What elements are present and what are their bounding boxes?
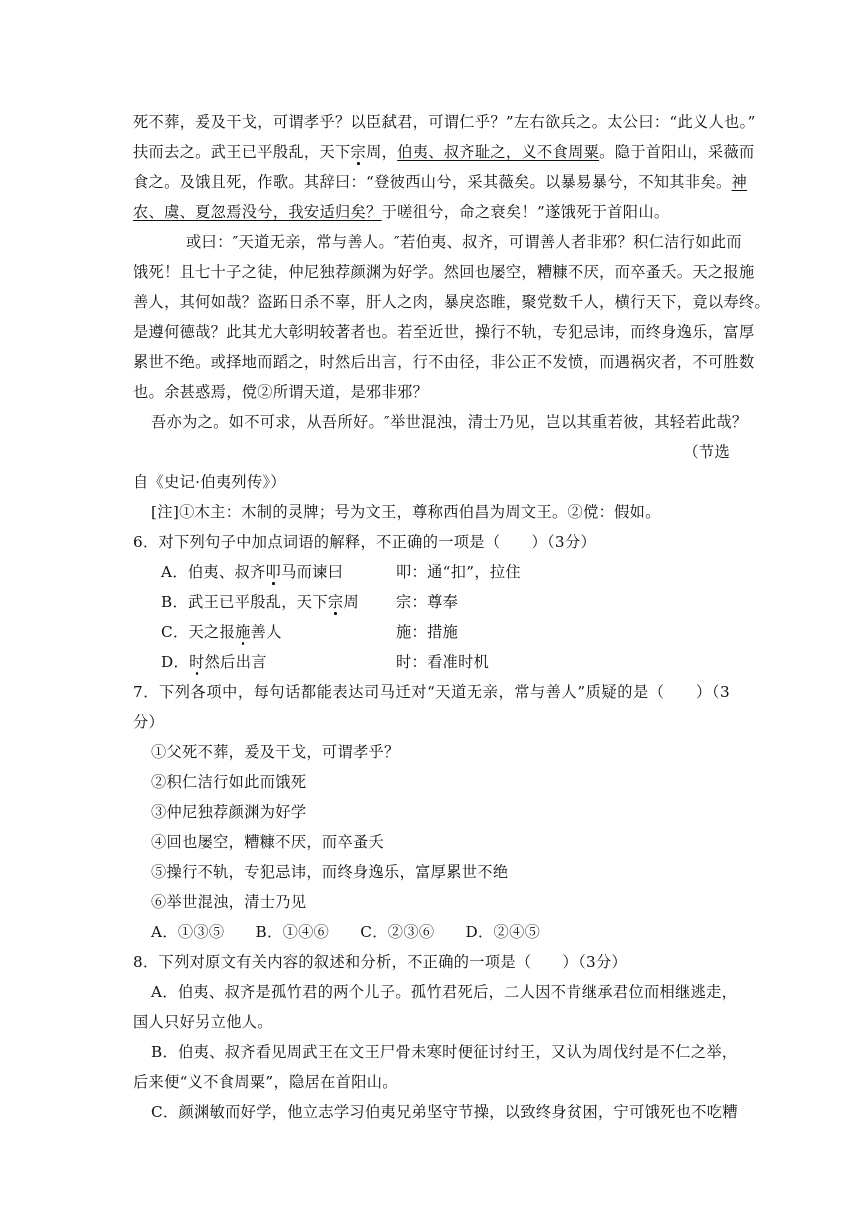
text-run: 于嗟徂兮，命之衰矣！”遂饿死于首阳山。 bbox=[381, 203, 670, 221]
source-citation-1: （节选 bbox=[683, 443, 730, 461]
emphasis-dot-char: 叩 bbox=[265, 563, 282, 581]
option-sentence bbox=[161, 592, 359, 612]
question-7-item-5: ⑤操行不轨，专犯忌讳，而终身逸乐，富厚累世不绝 bbox=[151, 863, 509, 881]
underlined-phrase: 神 bbox=[731, 173, 748, 191]
question-7-stem-cont: 分） bbox=[133, 713, 165, 731]
passage-line-2 bbox=[133, 142, 755, 162]
passage-p2-line-2: 饿死！且七十子之徒，仲尼独荐颜渊为好学。然回也屡空，糟糠不厌，而卒蚤夭。天之报施 bbox=[133, 263, 755, 281]
option-sentence bbox=[161, 562, 343, 582]
option-gloss: 时：看准时机 bbox=[396, 653, 490, 671]
question-6-stem: 6．对下列句子中加点词语的解释，不正确的一项是（ ）（3分） bbox=[133, 533, 597, 551]
option-gloss: 叩：通“扣”，拉住 bbox=[396, 563, 521, 581]
passage-p2-line-5: 累世不绝。或择地而蹈之，时然后出言，行不由径，非公正不发愤，而遇祸灾者，不可胜数 bbox=[133, 353, 755, 371]
question-6-option-d bbox=[0, 652, 860, 672]
question-8-option-c: C．颜渊敏而好学，他立志学习伯夷兄弟坚守节操，以致终身贫困，宁可饿死也不吃糟 bbox=[151, 1103, 738, 1121]
option-sentence bbox=[161, 622, 282, 642]
passage-p3-line-1: 吾亦为之。如不可求，从吾所好。″举世混浊，清士乃见，岂以其重若彼，其轻若此哉？ bbox=[151, 413, 748, 431]
text-run: 。隐于首阳山，采薇而 bbox=[599, 143, 755, 161]
text-run: D． bbox=[161, 653, 190, 671]
text-run: A．伯夷、叔齐 bbox=[161, 563, 266, 581]
emphasis-dot-char: 宗 bbox=[350, 143, 367, 161]
text-run: 善人 bbox=[250, 623, 282, 641]
text-run: C．天之报 bbox=[161, 623, 236, 641]
option-gloss: 宗：尊奉 bbox=[396, 593, 459, 611]
question-8-stem: 8．下列对原文有关内容的叙述和分析，不正确的一项是（ ）（3分） bbox=[133, 953, 628, 971]
underlined-phrase: 农、虞、夏忽焉没兮，我安适归矣？ bbox=[133, 203, 382, 221]
question-7-item-2: ②积仁洁行如此而饿死 bbox=[151, 773, 307, 791]
underlined-phrase: 伯夷、叔齐耻之，义不食周粟 bbox=[397, 143, 600, 161]
source-citation-2: 自《史记·伯夷列传》） bbox=[133, 473, 286, 491]
option-sentence bbox=[161, 652, 267, 672]
question-7-item-4: ④回也屡空，糟糠不厌，而卒蚤夭 bbox=[151, 833, 385, 851]
question-7-choices: A．①③⑤ B．①④⑥ C．②③⑥ D．②④⑤ bbox=[151, 923, 541, 941]
text-run: 然后出言 bbox=[204, 653, 267, 671]
passage-p2-line-4: 是遵何德哉？此其尤大彰明较著者也。若至近世，操行不轨，专犯忌讳，而终身逸乐，富厚 bbox=[133, 323, 755, 341]
passage-line-3 bbox=[133, 172, 748, 192]
text-run: B．武王已平殷乱，天下 bbox=[161, 593, 328, 611]
emphasis-dot-char: 施 bbox=[235, 623, 251, 641]
question-6-option-b bbox=[0, 592, 860, 612]
emphasis-dot-char: 时 bbox=[189, 653, 205, 671]
question-8-option-b-cont: 后来便“义不食周粟”，隐居在首阳山。 bbox=[133, 1073, 398, 1091]
question-7-item-1: ①父死不葬，爰及干戈，可谓孝乎？ bbox=[151, 743, 400, 761]
question-6-option-c bbox=[0, 622, 860, 642]
text-run: 周 bbox=[343, 593, 359, 611]
emphasis-dot-char: 宗 bbox=[327, 593, 344, 611]
passage-p2-line-1: 或曰：″天道无亲，常与善人。″若伯夷、叔齐，可谓善人者非邪？积仁洁行如此而 bbox=[186, 233, 742, 251]
text-run: 马而谏曰 bbox=[281, 563, 344, 581]
question-7-stem: 7．下列各项中，每句话都能表达司马迁对“天道无亲，常与善人”质疑的是（ ）（3 bbox=[133, 683, 730, 701]
annotation-note: [注]①木主：木制的灵牌；号为文王，尊称西伯昌为周文王。②傥：假如。 bbox=[151, 503, 661, 521]
question-7-item-3: ③仲尼独荐颜渊为好学 bbox=[151, 803, 307, 821]
question-8-option-a: A．伯夷、叔齐是孤竹君的两个儿子。孤竹君死后，二人因不肯继承君位而相继逃走， bbox=[151, 983, 738, 1001]
passage-line-1: 死不葬，爰及干戈，可谓孝乎？以臣弑君，可谓仁乎？”左右欲兵之。太公曰：“此义人也。” bbox=[133, 113, 756, 131]
passage-p2-line-3: 善人，其何如哉？盗跖日杀不辜，肝人之肉，暴戾恣睢，聚党数千人，横行天下，竟以寿终。 bbox=[133, 293, 771, 311]
question-8-option-a-cont: 国人只好另立他人。 bbox=[133, 1013, 273, 1031]
text-run: 食之。及饿且死，作歌。其辞曰：“登彼西山兮，采其薇矣。以暴易暴兮，不知其非矣。 bbox=[133, 173, 732, 191]
passage-line-4 bbox=[133, 202, 733, 222]
question-8-option-b: B．伯夷、叔齐看见周武王在文王尸骨未寒时便征讨纣王，又认为周伐纣是不仁之举， bbox=[151, 1043, 738, 1061]
question-6-option-a bbox=[0, 562, 860, 582]
text-run: 周， bbox=[366, 143, 398, 161]
text-run: 扶而去之。武王已平殷乱，天下 bbox=[133, 143, 351, 161]
question-7-item-6: ⑥举世混浊，清士乃见 bbox=[151, 893, 307, 911]
option-gloss: 施：措施 bbox=[396, 623, 459, 641]
passage-p2-line-6: 也。余甚惑焉，傥②所谓天道，是邪非邪？ bbox=[133, 383, 429, 401]
